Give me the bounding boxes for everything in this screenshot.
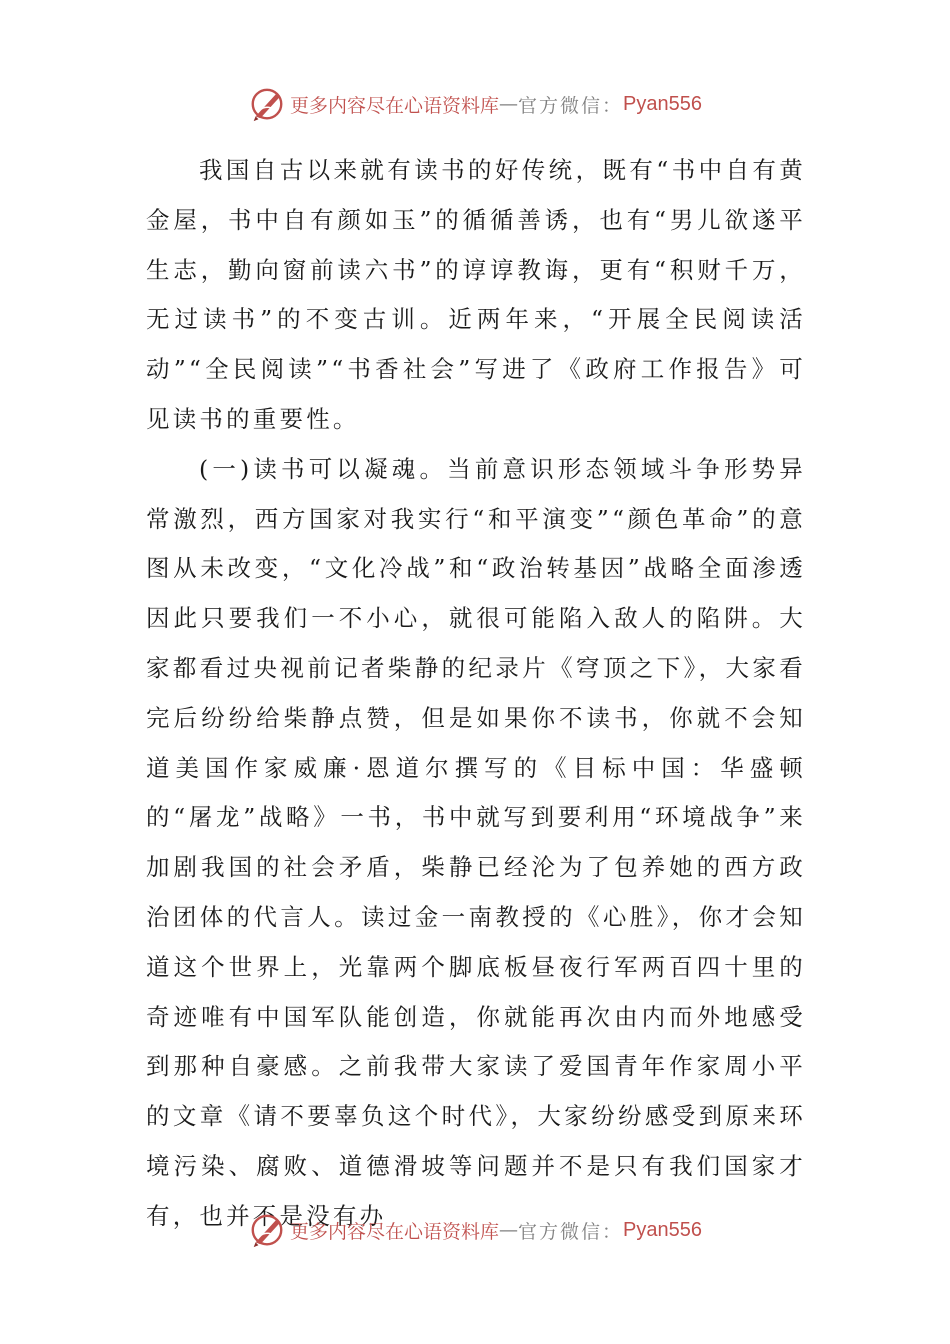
header-banner: [0, 84, 950, 124]
paragraph-intro: 我国自古以来就有读书的好传统，既有“书中自有黄金屋，书中自有颜如玉”的循循善诱，也有“男儿欲遂平生志，勤向窗前读六书”的谆谆教诲，更有“积财千万，无过读书”的不变古训。近两年来，“开展全民阅读活动”“全民阅读”“书香社会”写进了《政府工作报告》可见读书的重要性。: [146, 156, 806, 433]
footer-separator: —: [499, 1219, 519, 1241]
document-body: [146, 146, 806, 1242]
footer-brand-text: 更多内容尽在心语资料库: [290, 1220, 500, 1243]
header-wechat-label: 官方微信：: [518, 94, 624, 117]
header-wechat-id: Pyan556: [623, 92, 702, 115]
footer-banner: [0, 1210, 950, 1250]
header-brand-text: 更多内容尽在心语资料库: [290, 94, 500, 117]
footer-wechat-label: 官方微信：: [518, 1220, 624, 1243]
header-separator: —: [499, 93, 519, 115]
pen-logo-icon: [248, 1211, 286, 1249]
footer-wechat-id: Pyan556: [623, 1218, 702, 1241]
paragraph-section-one: (一)读书可以凝魂。当前意识形态领域斗争形势异常激烈，西方国家对我实行“和平演变”“颜色革命”的意图从未改变，“文化冷战”和“政治转基因”战略全面渗透因此只要我们一不小心，就很可能陷入敌人的陷阱。大家都看过央视前记者柴静的纪录片《穹顶之下》，大家看完后纷纷给柴静点赞，但是如果你不读书，你就不会知道美国作家威廉·恩道尔撰写的《目标中国：华盛顿的“屠龙”战略》一书，书中就写到要利用“环境战争”来加剧我国的社会矛盾，柴静已经沦为了包养她的西方政治团体的代言人。读过金一南教授的《心胜》，你才会知道这个世界上，光靠两个脚底板昼夜行军两百四十里的奇迹唯有中国军队能创造，你就能再次由内而外地感受到那种自豪感。之前我带大家读了爱国青年作家周小平的文章《请不要辜负这个时代》，大家纷纷感受到原来环境污染、腐败、道德滑坡等问题并不是只有我们国家才有，也并不是没有办: [146, 454, 806, 1230]
pen-logo-icon: [248, 85, 286, 123]
